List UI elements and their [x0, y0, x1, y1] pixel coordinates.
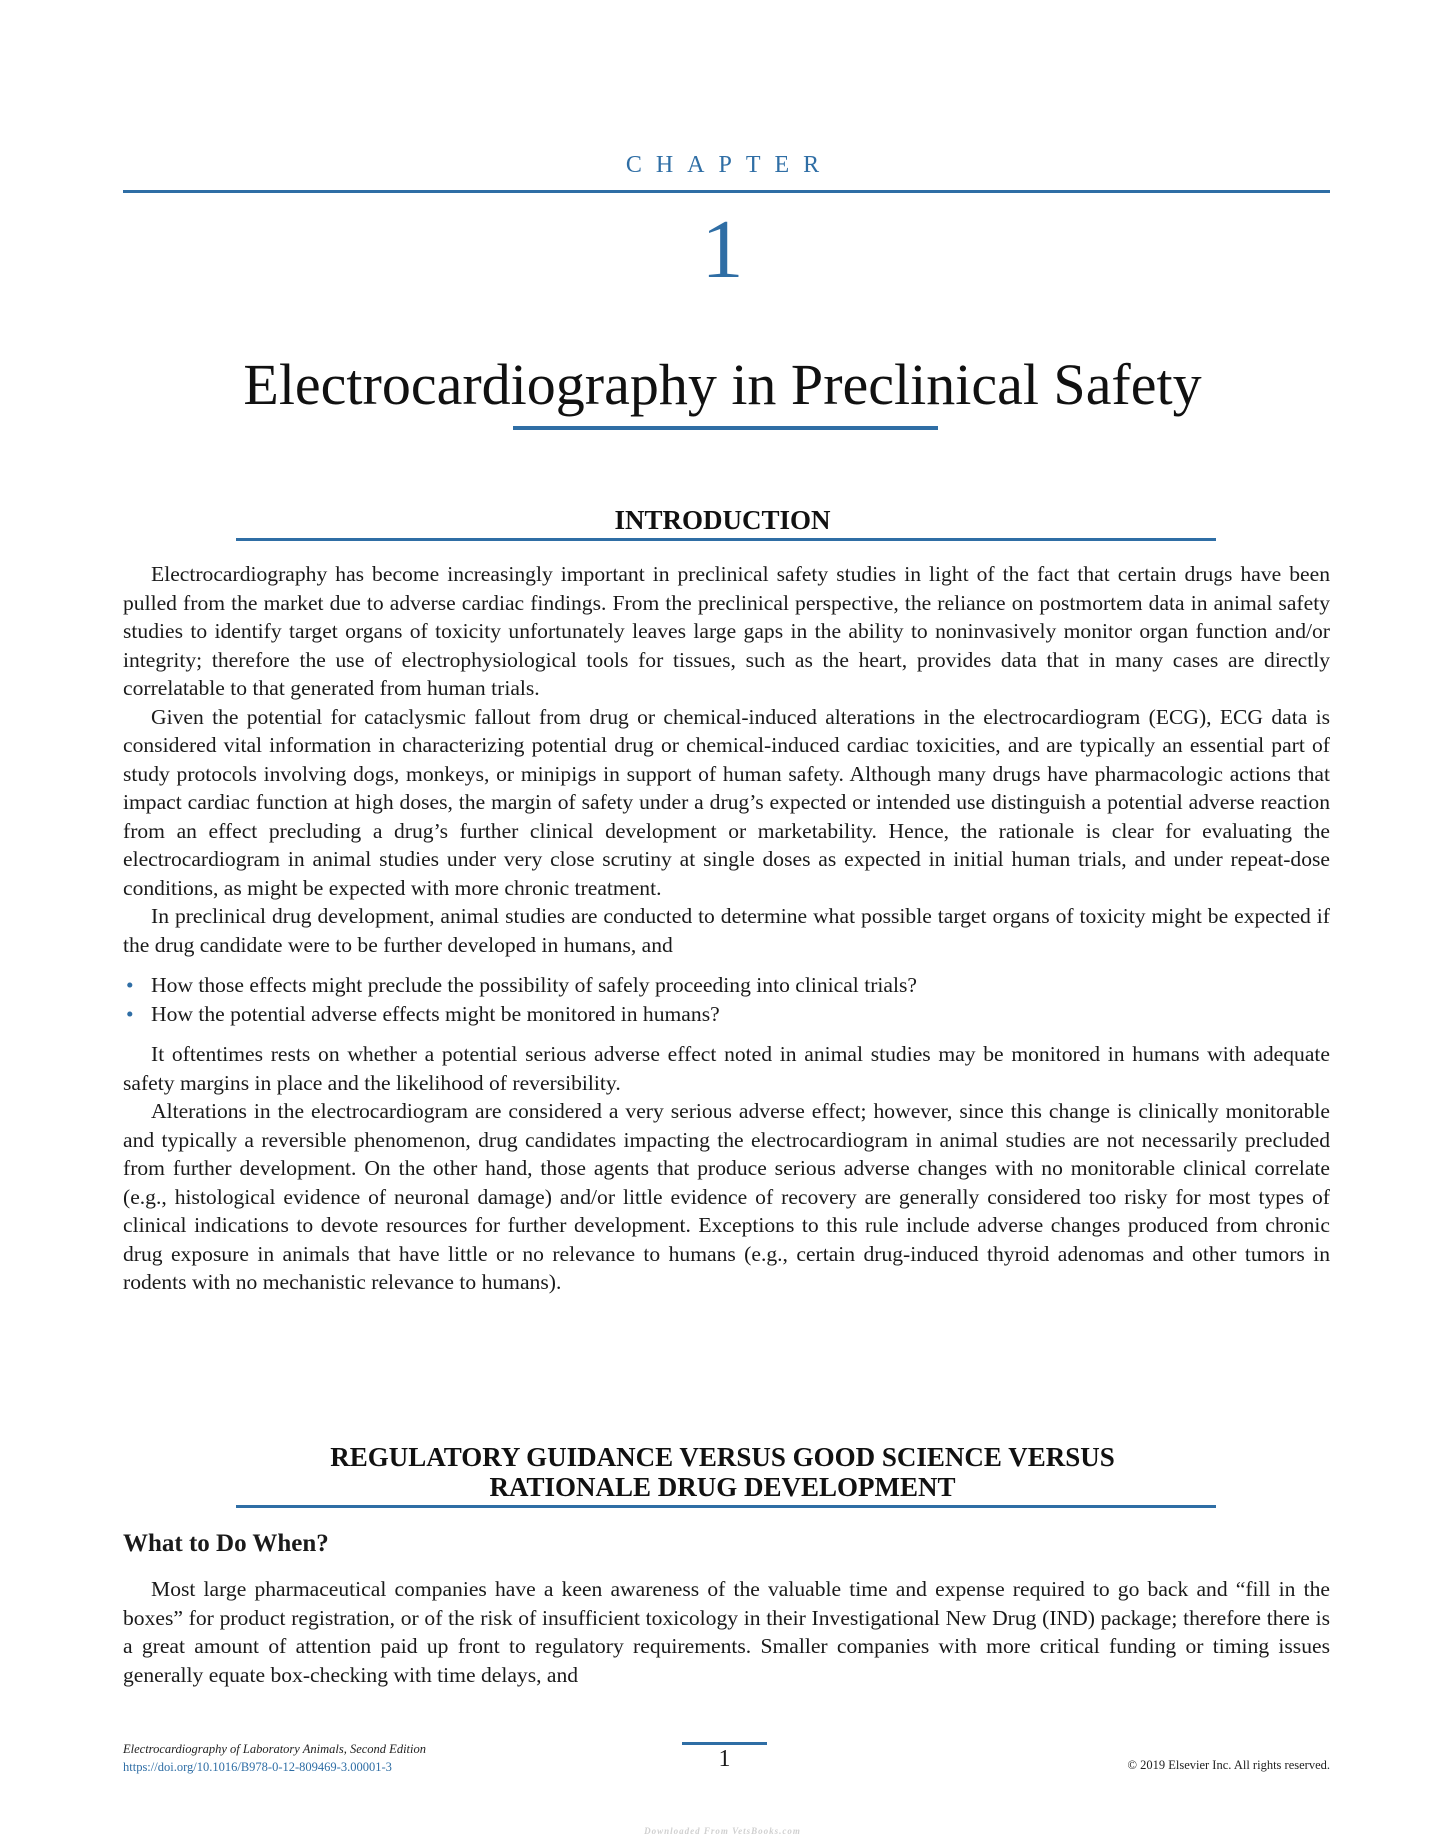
chapter-title: Electrocardiography in Preclinical Safety	[243, 352, 1202, 417]
paragraph: It oftentimes rests on whether a potential serious adverse effect noted in animal studies may be monitored in humans with adequate safety margins in place and the likelihood of reversibility.	[123, 1042, 1330, 1095]
bullet-icon: •	[126, 1001, 134, 1026]
paragraph: Given the potential for cataclysmic fallout from drug or chemical-induced alterations in the electrocardiogram (ECG), ECG data is considered vital information in characterizing potential drug or chemical-induced cardiac toxicities, and are typically an essential part of study protocols involving dogs, monkeys, or minipigs in support of human safety. Although many drugs have pharmacologic actions that impact cardiac function at high doses, the margin of safety under a drug’s expected or intended use distinguish a potential adverse reaction from an effect precluding a drug’s further clinical development or marketability. Hence, the rationale is clear for evaluating the electrocardiogram in animal studies under very close scrutiny at single doses as expected in initial human trials, and under repeat-dose conditions, as might be expected with more chronic treatment.	[123, 704, 1330, 900]
bullet-icon: •	[126, 973, 134, 997]
section-rule-introduction	[236, 538, 1216, 541]
page-number: 1	[718, 1746, 731, 1772]
watermark: Downloaded From VetsBooks.com	[644, 1826, 801, 1836]
list-item	[123, 1000, 1330, 1029]
paragraph: Electrocardiography has become increasingly important in preclinical safety studies in light of the fact that certain drugs have been pulled from the market due to adverse cardiac findings. From the preclinical perspective, the reliance on postmortem data in animal safety studies to identify target organs of toxicity unfortunately leaves large gaps in the ability to noninvasively monitor organ function and/or integrity; therefore the use of electrophysiological tools for tissues, such as the heart, provides data that in many cases are directly correlatable to that generated from human trials.	[123, 562, 1330, 700]
list-item-text: How those effects might preclude the possibility of safely proceeding into clinical trials?	[151, 973, 917, 997]
section-heading-regulatory	[0, 1442, 1445, 1502]
title-rule	[513, 426, 938, 430]
section-rule-regulatory	[236, 1505, 1216, 1508]
paragraph: Alterations in the electrocardiogram are considered a very serious adverse effect; however, since this change is clinically monitorable and typically a reversible phenomenon, drug candidates impacting the electrocardiogram in animal studies are not necessarily precluded from further development. On the other hand, those agents that produce serious adverse changes with no monitorable clinical correlate (e.g., histological evidence of neuronal damage) and/or little evidence of recovery are generally considered too risky for most types of clinical indications to devote resources for further development. Exceptions to this rule include adverse changes produced from chronic drug exposure in animals that have little or no relevance to humans (e.g., certain drug-induced thyroid adenomas and other tumors in rodents with no mechanistic relevance to humans).	[123, 1099, 1330, 1294]
section-heading-introduction: INTRODUCTION	[614, 505, 831, 535]
footer-citation	[123, 1740, 426, 1776]
section-heading-line: RATIONALE DRUG DEVELOPMENT	[489, 1472, 956, 1502]
chapter-rule	[123, 190, 1330, 193]
regulatory-body	[123, 1575, 1330, 1689]
bullet-list	[123, 971, 1330, 1028]
paragraph: In preclinical drug development, animal studies are conducted to determine what possible target organs of toxicity might be expected if the drug candidate were to be further developed in humans, and	[123, 904, 1330, 957]
chapter-label: CHAPTER	[625, 152, 834, 178]
subheading: What to Do When?	[123, 1530, 329, 1557]
section-heading-line: REGULATORY GUIDANCE VERSUS GOOD SCIENCE VERSUS	[330, 1442, 1115, 1472]
copyright: © 2019 Elsevier Inc. All rights reserved.	[1127, 1758, 1330, 1772]
footer-rule	[682, 1742, 767, 1745]
introduction-body	[123, 560, 1330, 1297]
chapter-number: 1	[701, 203, 744, 296]
paragraph: Most large pharmaceutical companies have a keen awareness of the valuable time and expense required to go back and “fill in the boxes” for product registration, or of the risk of insufficient toxicology in their Investigational New Drug (IND) package; therefore there is a great amount of attention paid up front to regulatory requirements. Smaller companies with more critical funding or timing issues generally equate box-checking with time delays, and	[123, 1577, 1330, 1687]
footer-book-title: Electrocardiography of Laboratory Animals, Second Edition	[123, 1742, 426, 1756]
footer-doi-link[interactable]: https://doi.org/10.1016/B978-0-12-809469-3.00001-3	[123, 1760, 392, 1774]
list-item	[123, 971, 1330, 1000]
list-item-text: How the potential adverse effects might be monitored in humans?	[151, 1001, 720, 1026]
